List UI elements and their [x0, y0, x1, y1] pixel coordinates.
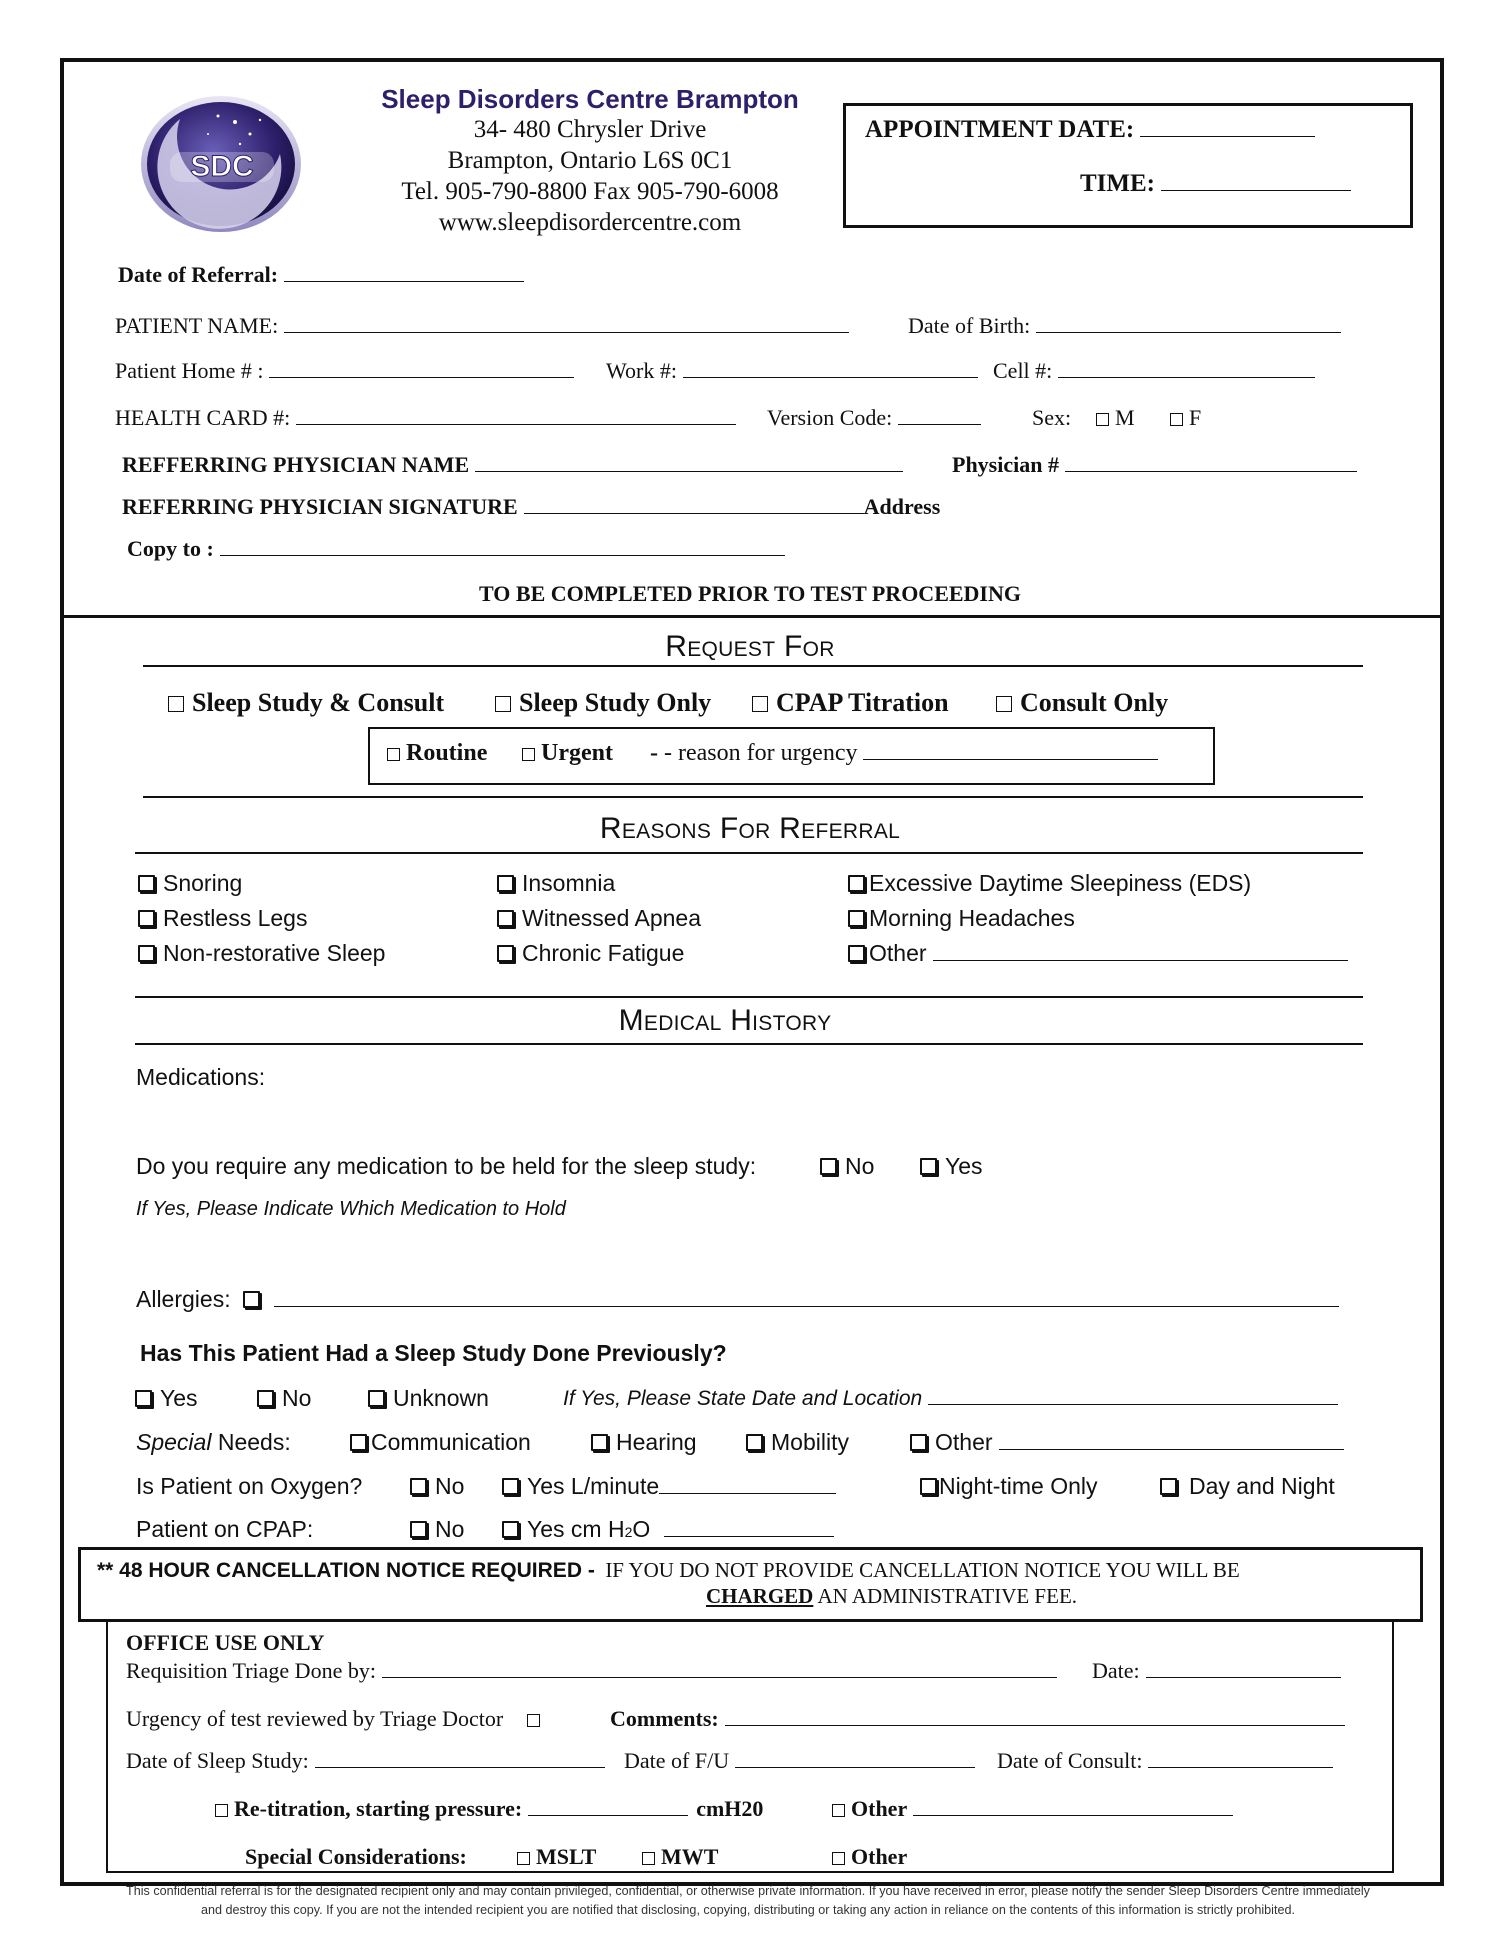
- address-line2: Brampton, Ontario L6S 0C1: [447, 147, 733, 174]
- cancellation-line2: CHARGED AN ADMINISTRATIVE FEE.: [706, 1584, 1078, 1608]
- cell-phone-field[interactable]: Cell #:: [993, 358, 1315, 384]
- fu-date-field[interactable]: Date of F/U: [624, 1748, 975, 1774]
- needs-other[interactable]: Other: [910, 1429, 1344, 1456]
- reason-eds[interactable]: Excessive Daytime Sleepiness (EDS): [848, 870, 1251, 897]
- mwt-checkbox[interactable]: MWT: [642, 1844, 718, 1870]
- centre-name: Sleep Disorders Centre Brampton: [381, 84, 799, 114]
- prior-note: TO BE COMPLETED PRIOR TO TEST PROCEEDING: [479, 581, 1021, 606]
- special-needs-label: Special Needs:: [136, 1429, 291, 1455]
- reason-witnessed-apnea[interactable]: Witnessed Apnea: [497, 905, 701, 932]
- medical-rule: [135, 1043, 1363, 1045]
- physician-signature-field[interactable]: REFERRING PHYSICIAN SIGNATURE Address: [122, 494, 941, 519]
- reason-insomnia[interactable]: Insomnia: [497, 870, 615, 897]
- hold-yes-checkbox[interactable]: Yes: [920, 1153, 983, 1180]
- mslt-checkbox[interactable]: MSLT: [517, 1844, 596, 1870]
- health-card-field[interactable]: HEALTH CARD #:: [115, 405, 736, 431]
- website: www.sleepdisordercentre.com: [438, 209, 742, 236]
- cpap-yes-field[interactable]: Yes cm H2O: [502, 1516, 834, 1543]
- request-rule-bottom: [143, 665, 1363, 667]
- special-considerations-label: Special Considerations:: [245, 1844, 467, 1869]
- sdc-logo: [140, 94, 302, 234]
- previous-note-field[interactable]: If Yes, Please State Date and Location: [563, 1387, 1338, 1411]
- reason-other[interactable]: Other: [848, 940, 1348, 967]
- hold-no-checkbox[interactable]: No: [820, 1153, 874, 1180]
- request-consult-only[interactable]: Consult Only: [996, 688, 1168, 718]
- sleep-study-date-field[interactable]: Date of Sleep Study:: [126, 1748, 605, 1774]
- appointment-date-field[interactable]: APPOINTMENT DATE:: [865, 116, 1315, 144]
- cancellation-line1: ** 48 HOUR CANCELLATION NOTICE REQUIRED - IF YOU DO NOT PROVIDE CANCELLATION NOTICE YOU WILL BE: [97, 1558, 1240, 1582]
- request-sleep-study-only[interactable]: Sleep Study Only: [495, 688, 711, 718]
- home-phone-field[interactable]: Patient Home # :: [115, 358, 574, 384]
- medications-label: Medications:: [136, 1064, 266, 1090]
- footer-line1: This confidential referral is for the designated recipient only and may contain privileged, confidential, or otherwise private information. If you have received in error, please notify the sender Sleep Disorders Centre immediately: [126, 1884, 1370, 1898]
- special-other-checkbox[interactable]: Other: [832, 1844, 907, 1870]
- oxygen-no-checkbox[interactable]: No: [410, 1473, 464, 1500]
- appointment-time-field[interactable]: TIME:: [1080, 170, 1351, 198]
- copy-to-field[interactable]: Copy to :: [127, 536, 785, 562]
- patient-name-field[interactable]: PATIENT NAME:: [115, 313, 849, 339]
- dob-field[interactable]: Date of Birth:: [908, 313, 1341, 339]
- previous-yes-checkbox[interactable]: Yes: [135, 1385, 198, 1412]
- hold-question: Do you require any medication to be held for the sleep study:: [136, 1153, 757, 1179]
- previous-no-checkbox[interactable]: No: [257, 1385, 311, 1412]
- comments-field[interactable]: Comments:: [610, 1706, 1345, 1732]
- request-sleep-study-consult[interactable]: Sleep Study & Consult: [168, 688, 444, 718]
- office-title: OFFICE USE ONLY: [126, 1630, 325, 1655]
- cpap-label: Patient on CPAP:: [136, 1516, 314, 1542]
- previous-unknown-checkbox[interactable]: Unknown: [368, 1385, 489, 1412]
- oxygen-label: Is Patient on Oxygen?: [136, 1473, 363, 1499]
- sex-m-checkbox[interactable]: M: [1096, 405, 1135, 431]
- oxygen-night-only[interactable]: Night-time Only: [920, 1473, 1097, 1500]
- phone-fax: Tel. 905-790-8800 Fax 905-790-6008: [401, 178, 779, 205]
- oxygen-day-night[interactable]: Day and Night: [1160, 1473, 1335, 1500]
- hold-note: If Yes, Please Indicate Which Medication to Hold: [136, 1198, 566, 1220]
- work-phone-field[interactable]: Work #:: [606, 358, 978, 384]
- needs-hearing[interactable]: Hearing: [591, 1429, 697, 1456]
- svg-text:SDC: SDC: [190, 150, 254, 183]
- medical-title: Medical History: [618, 1004, 832, 1037]
- sex-f-checkbox[interactable]: F: [1170, 405, 1201, 431]
- retitration-field[interactable]: Re-titration, starting pressure: cmH20: [215, 1796, 763, 1822]
- previous-study-question: Has This Patient Had a Sleep Study Done Previously?: [140, 1340, 727, 1366]
- urgent-checkbox[interactable]: Urgent: [522, 740, 613, 767]
- reasons-rule-end: [135, 996, 1363, 998]
- reason-snoring[interactable]: Snoring: [138, 870, 242, 897]
- urgency-reason-field[interactable]: - - reason for urgency: [650, 740, 1158, 767]
- triage-by-field[interactable]: Requisition Triage Done by:: [126, 1658, 1057, 1684]
- section-divider: [62, 615, 1440, 618]
- allergies-field[interactable]: Allergies:: [136, 1286, 1339, 1313]
- reasons-title: Reasons For Referral: [599, 812, 901, 845]
- address-line1: 34- 480 Chrysler Drive: [473, 116, 707, 143]
- request-rule-end: [143, 796, 1363, 798]
- oxygen-yes-field[interactable]: Yes L/minute: [502, 1473, 836, 1500]
- sex-field: Sex:: [1032, 405, 1072, 430]
- version-code-field[interactable]: Version Code:: [767, 405, 981, 431]
- request-cpap-titration[interactable]: CPAP Titration: [752, 688, 949, 718]
- reason-non-restorative-sleep[interactable]: Non-restorative Sleep: [138, 940, 385, 967]
- office-other-field[interactable]: Other: [832, 1796, 1233, 1822]
- physician-name-field[interactable]: REFFERRING PHYSICIAN NAME: [122, 452, 903, 478]
- triage-date-field[interactable]: Date:: [1092, 1658, 1341, 1684]
- cpap-no-checkbox[interactable]: No: [410, 1516, 464, 1543]
- physician-number-field[interactable]: Physician #: [952, 452, 1357, 478]
- referral-date-field[interactable]: Date of Referral:: [118, 262, 524, 288]
- request-title: Request For: [665, 630, 835, 663]
- reason-chronic-fatigue[interactable]: Chronic Fatigue: [497, 940, 684, 967]
- reason-morning-headaches[interactable]: Morning Headaches: [848, 905, 1075, 932]
- needs-mobility[interactable]: Mobility: [746, 1429, 849, 1456]
- reasons-rule: [135, 852, 1363, 854]
- routine-checkbox[interactable]: Routine: [387, 740, 487, 767]
- reason-restless-legs[interactable]: Restless Legs: [138, 905, 307, 932]
- urgency-reviewed-checkbox[interactable]: Urgency of test reviewed by Triage Doctor: [126, 1706, 546, 1732]
- footer-line2: and destroy this copy. If you are not the intended recipient you are notified that disclosing, copying, distributing or taking any action in reliance on the contents of this information is strictly prohibited.: [201, 1903, 1295, 1917]
- needs-communication[interactable]: Communication: [350, 1429, 531, 1456]
- consult-date-field[interactable]: Date of Consult:: [997, 1748, 1333, 1774]
